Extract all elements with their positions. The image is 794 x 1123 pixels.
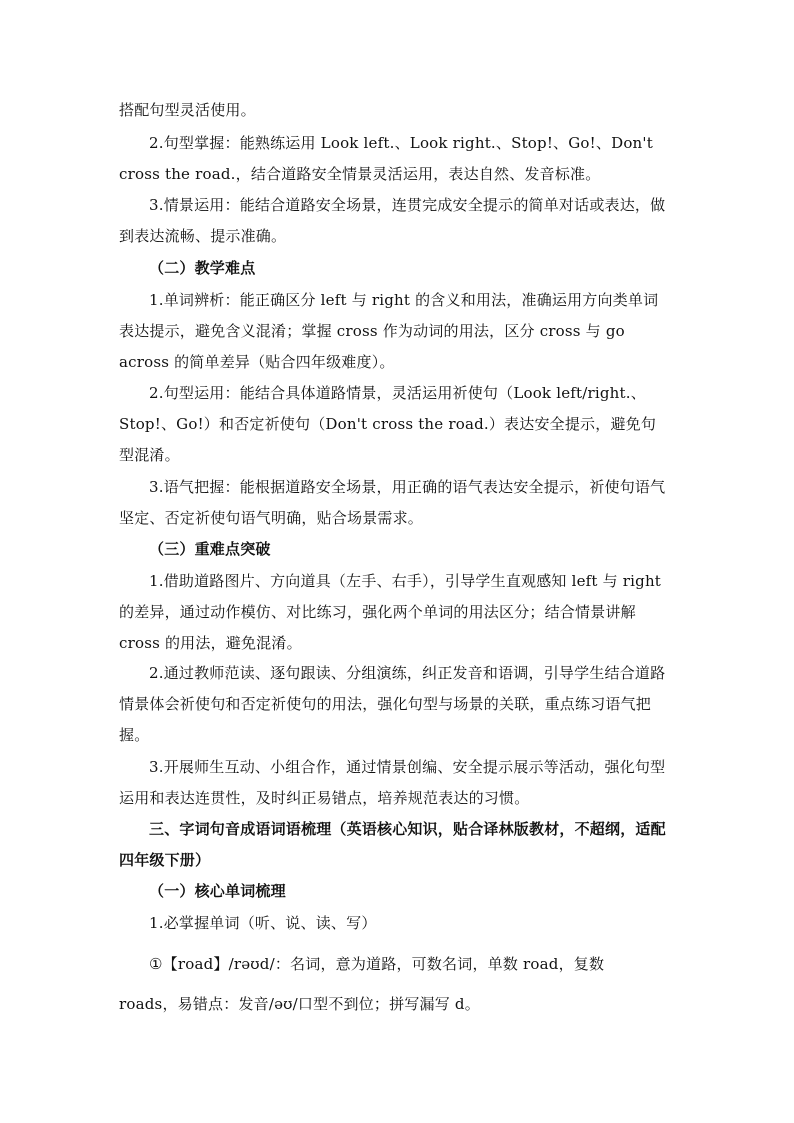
section-heading: （一）核心单词梳理 — [149, 882, 286, 900]
paragraph: ①【road】/rəʊd/：名词，意为道路，可数名词，单数 road，复数 roads，易错点：发音/əʊ/口型不到位；拼写漏写 d。 — [119, 955, 605, 1013]
paragraph: 3.开展师生互动、小组合作，通过情景创编、安全提示展示等活动，强化句型运用和表达连贯性，及时纠正易错点，培养规范表达的习惯。 — [119, 758, 666, 807]
chapter-heading: 三、字词句音成语词语梳理（英语核心知识，贴合译林版教材，不超纲，适配四年级下册） — [119, 820, 666, 869]
paragraph: 1.单词辨析：能正确区分 left 与 right 的含义和用法，准确运用方向类单词表达提示，避免含义混淆；掌握 cross 作为动词的用法，区分 cross 与 go across 的简单差异（贴合四年级难度）。 — [119, 291, 659, 371]
paragraph: 2.通过教师范读、逐句跟读、分组演练，纠正发音和语调，引导学生结合道路情景体会祈使句和否定祈使句的用法，强化句型与场景的关联，重点练习语气把握。 — [119, 664, 666, 744]
section-heading: （三）重难点突破 — [149, 540, 271, 558]
paragraph: 1.必掌握单词（听、说、读、写） — [149, 914, 377, 932]
section-heading: （二）教学难点 — [149, 259, 256, 277]
paragraph: 1.借助道路图片、方向道具（左手、右手），引导学生直观感知 left 与 right 的差异，通过动作模仿、对比练习，强化两个单词的用法区分；结合情景讲解 cross 的用法，避免混淆。 — [119, 572, 662, 652]
paragraph: 3.语气把握：能根据道路安全场景，用正确的语气表达安全提示，祈使句语气坚定、否定祈使句语气明确，贴合场景需求。 — [119, 478, 666, 527]
paragraph: 2.句型掌握：能熟练运用 Look left.、Look right.、Stop!、Go!、Don't cross the road.，结合道路安全情景灵活运用，表达自然、发音标准。 — [119, 134, 653, 183]
paragraph: 2.句型运用：能结合具体道路情景，灵活运用祈使句（Look left/right.、Stop!、Go!）和否定祈使句（Don't cross the road.）表达安全提示，避免句型混淆。 — [119, 384, 657, 464]
paragraph: 搭配句型灵活使用。 — [119, 101, 256, 119]
paragraph: 3.情景运用：能结合道路安全场景，连贯完成安全提示的简单对话或表达，做到表达流畅、提示准确。 — [119, 196, 666, 245]
